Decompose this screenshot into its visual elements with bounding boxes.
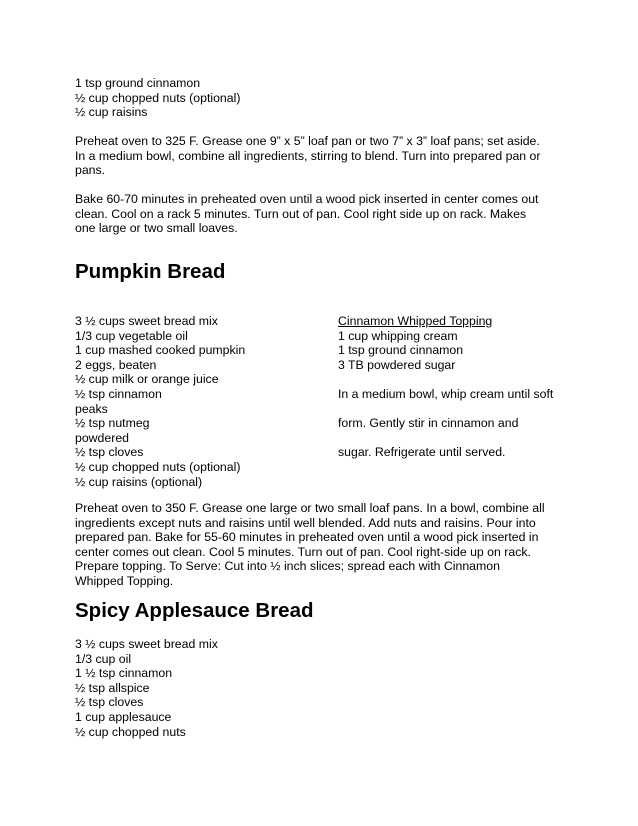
directions-line: clean. Cool on a rack 5 minutes. Turn out of pan. Cool right side up on rack. Makes	[75, 206, 527, 221]
topping-title: Cinnamon Whipped Topping	[338, 314, 493, 328]
directions-line: Preheat oven to 350 F. Grease one large or two small loaf pans. In a bowl, combine all	[75, 501, 545, 515]
ingredient-line: ½ tsp nutmeg	[75, 416, 150, 431]
topping-directions-line: form. Gently stir in cinnamon and	[338, 416, 519, 431]
ingredient-line: 1 tsp ground cinnamon	[75, 76, 201, 90]
topping-directions-line: In a medium bowl, whip cream until soft	[338, 387, 554, 401]
directions-line: Bake 60-70 minutes in preheated oven until a wood pick inserted in center comes out	[75, 192, 539, 206]
directions-line: ingredients except nuts and raisins until well blended. Add nuts and raisins. Pour into	[75, 515, 536, 530]
ingredient-line: peaks	[75, 401, 108, 416]
directions-line: In a medium bowl, combine all ingredients, stirring to blend. Turn into prepared pan or	[75, 148, 541, 163]
directions-line: prepared pan. Bake for 55-60 minutes in preheated oven until a wood pick inserted in	[75, 530, 539, 545]
ingredient-line: ½ cup chopped nuts	[75, 724, 186, 739]
ingredient-line: 2 eggs, beaten	[75, 357, 157, 372]
ingredient-line: powdered	[75, 430, 130, 445]
ingredient-line: 1 ½ tsp cinnamon	[75, 666, 173, 681]
topping-ingredient-line: 3 TB powdered sugar	[338, 357, 456, 372]
spicy-applesauce-bread-title: Spicy Applesauce Bread	[75, 599, 314, 622]
ingredient-line: ½ tsp allspice	[75, 680, 150, 695]
topping-ingredient-line: 1 tsp ground cinnamon	[338, 343, 464, 358]
topping-ingredient-line: 1 cup whipping cream	[338, 328, 458, 343]
directions-line: Prepare topping. To Serve: Cut into ½ inch slices; spread each with Cinnamon	[75, 559, 500, 574]
ingredient-line: 3 ½ cups sweet bread mix	[75, 637, 218, 651]
ingredient-line: ½ tsp cloves	[75, 445, 144, 460]
ingredient-line: ½ cup chopped nuts (optional)	[75, 90, 241, 105]
ingredient-line: 1 cup mashed cooked pumpkin	[75, 343, 246, 358]
ingredient-line: 3 ½ cups sweet bread mix	[75, 314, 218, 328]
pumpkin-bread-title: Pumpkin Bread	[75, 260, 226, 283]
directions-line: pans.	[75, 163, 106, 178]
ingredient-line: ½ tsp cinnamon	[75, 387, 162, 401]
directions-line: Whipped Topping.	[75, 574, 174, 588]
ingredient-line: 1/3 cup oil	[75, 651, 132, 666]
ingredient-line: ½ cup chopped nuts (optional)	[75, 460, 241, 474]
directions-line: center comes out clean. Cool 5 minutes. Turn out of pan. Cool right-side up on rack.	[75, 544, 531, 559]
ingredient-line: ½ cup raisins (optional)	[75, 474, 203, 489]
ingredient-line: ½ tsp cloves	[75, 695, 144, 710]
ingredient-line: ½ cup raisins	[75, 105, 148, 120]
ingredient-line: 1/3 cup vegetable oil	[75, 328, 188, 343]
ingredient-line: 1 cup applesauce	[75, 710, 172, 724]
directions-line: Preheat oven to 325 F. Grease one 9” x 5” loaf pan or two 7” x 3” loaf pans; set aside.	[75, 134, 540, 148]
directions-line: one large or two small loaves.	[75, 221, 238, 236]
ingredient-line: ½ cup milk or orange juice	[75, 372, 219, 387]
topping-directions-line: sugar. Refrigerate until served.	[338, 445, 506, 460]
